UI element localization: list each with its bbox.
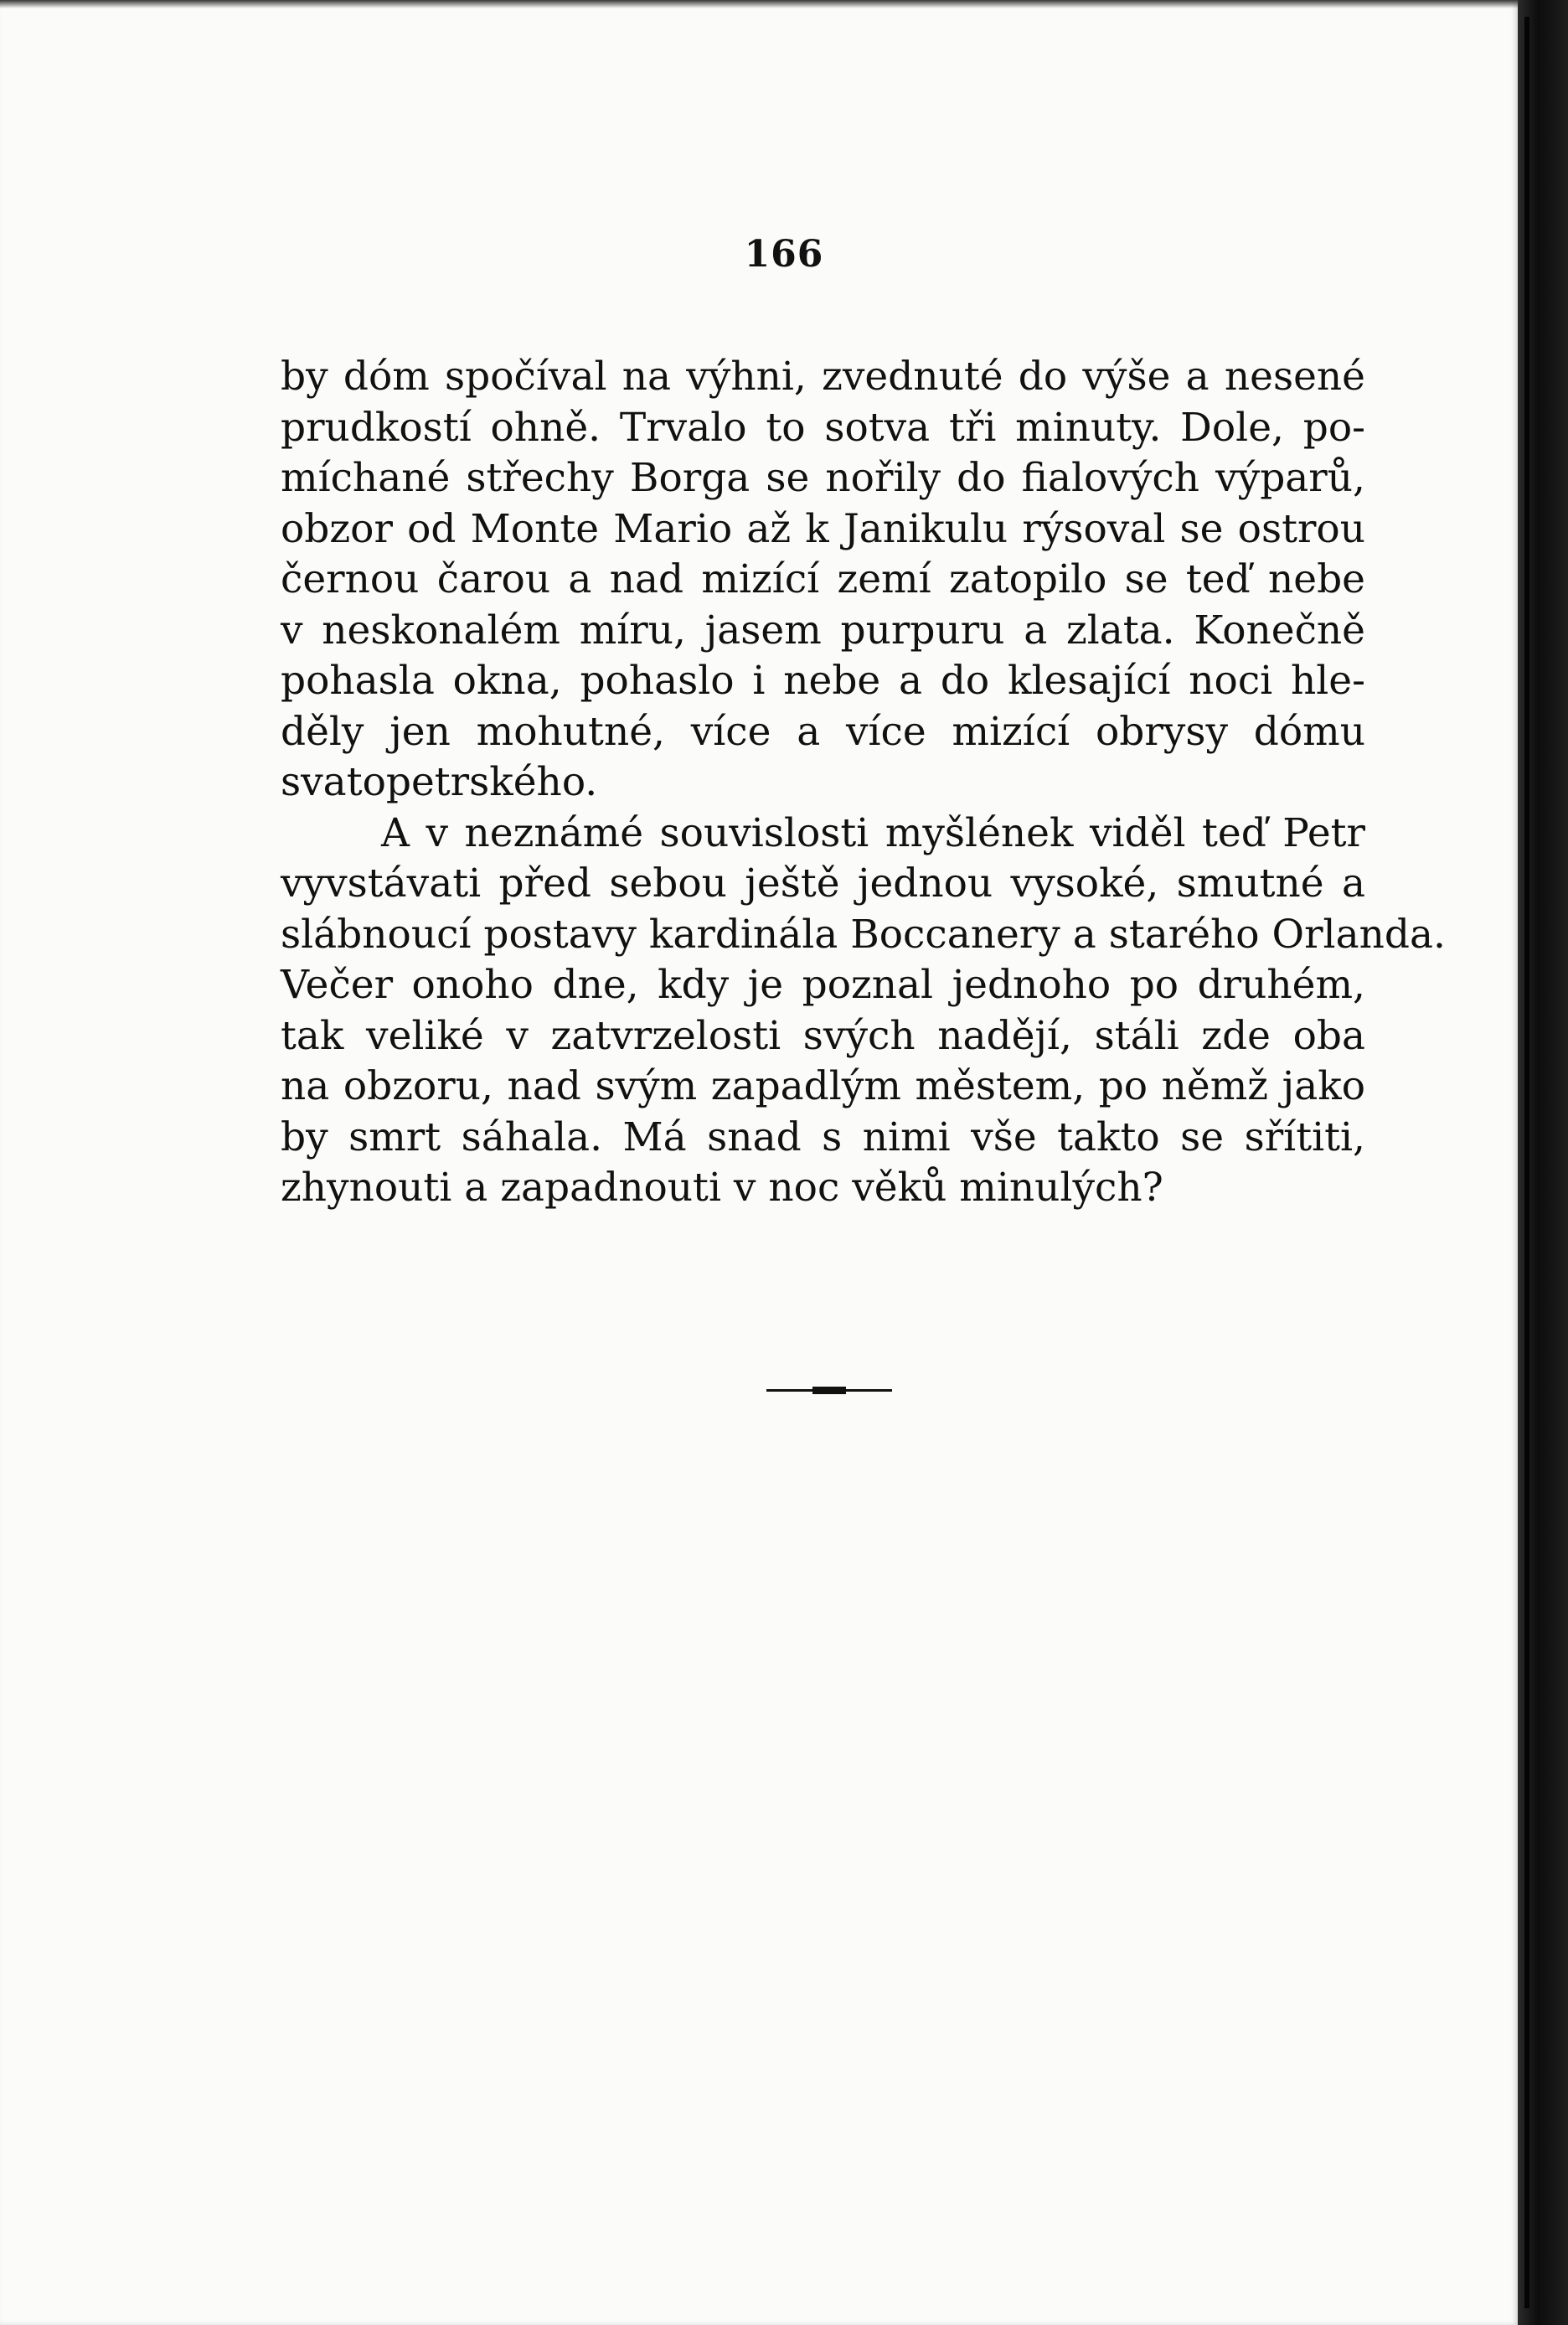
- text-line: míchané střechy Borga se nořily do fialových výparů,: [281, 455, 1365, 501]
- text-line: zhynouti a zapadnouti v noc věků minulých?: [281, 1165, 1163, 1211]
- text-line: by dóm spočíval na výhni, zvednuté do výše a nesené: [281, 354, 1365, 400]
- text-line: v neskonalém míru, jasem purpuru a zlata. Konečně: [281, 607, 1365, 654]
- text-line: černou čarou a nad mizící zemí zatopilo se teď nebe: [281, 556, 1365, 602]
- edge-shadow-line: [1524, 17, 1529, 2308]
- text-line: na obzoru, nad svým zapadlým městem, po němž jako: [281, 1063, 1365, 1109]
- text-line: prudkostí ohně. Trvalo to sotva tři minuty. Dole, po-: [281, 404, 1365, 451]
- text-line: Večer onoho dne, kdy je poznal jednoho po druhém,: [281, 962, 1365, 1008]
- text-line: vyvstávati před sebou ještě jednou vysoké, smutné a: [281, 860, 1365, 907]
- ornament-center: [812, 1387, 846, 1394]
- text-line: svatopetrského.: [281, 759, 598, 805]
- end-ornament: [766, 1387, 892, 1395]
- body-text: [281, 352, 1446, 1214]
- page-number: 166: [744, 233, 824, 276]
- text-line: slábnoucí postavy kardinála Boccanery a starého Orlanda.: [281, 911, 1446, 958]
- text-line: tak veliké v zatvrzelosti svých nadějí, stáli zde oba: [281, 1012, 1365, 1059]
- text-line: pohasla okna, pohaslo i nebe a do klesající noci hle-: [281, 658, 1365, 704]
- text-line: A v neznámé souvislosti myšlének viděl teď Petr: [381, 809, 1365, 856]
- text-line: děly jen mohutné, více a více mizící obrysy dómu: [281, 708, 1365, 755]
- scan-top-shadow: [0, 0, 1518, 8]
- text-line: by smrt sáhala. Má snad s nimi vše takto se sřítiti,: [281, 1113, 1365, 1160]
- book-spine-edge: [1518, 0, 1568, 2325]
- text-line: obzor od Monte Mario až k Janikulu rýsoval se ostrou: [281, 505, 1365, 552]
